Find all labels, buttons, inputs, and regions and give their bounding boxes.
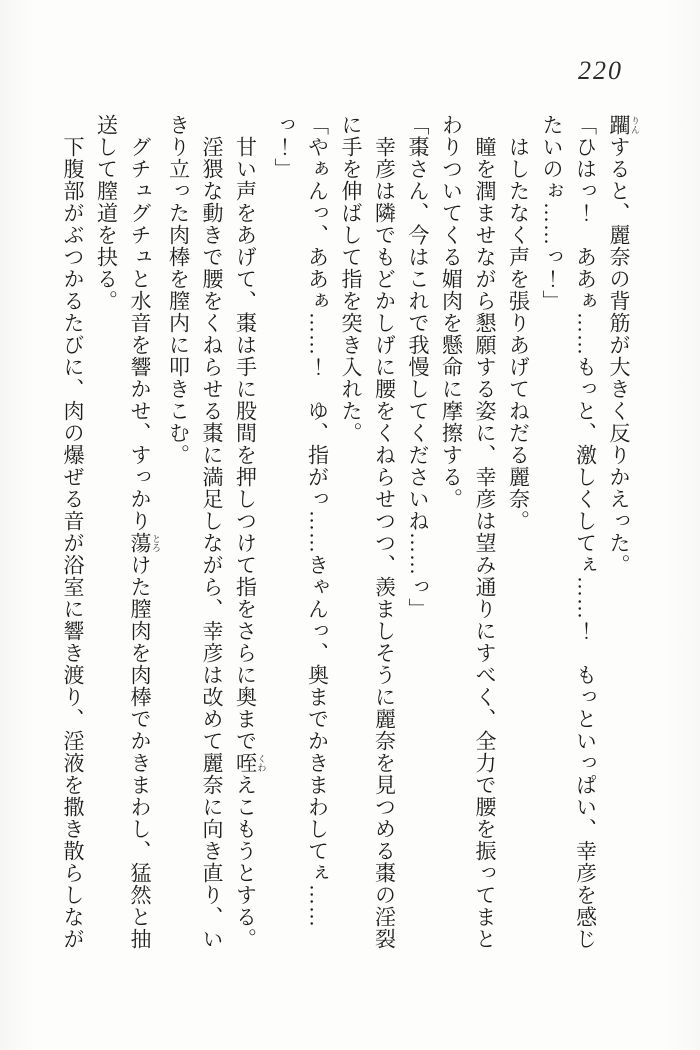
text-line: グチュグチュと水音を響かせ、すっかり蕩 とろけた膣肉を肉棒でかきまわし、猛然と抽	[128, 136, 161, 950]
text-line: 甘い声をあげて、棗は手に股間を押しつけて指をさらに奥まで咥 くわえこもうとする。	[233, 136, 267, 950]
text-line: 下腹部がぶつかるたびに、肉の爆ぜる音が浴室に響き渡り、淫液を撒き散らしなが	[61, 136, 85, 950]
text-line: はしたなく声を張りあげてねだる麗奈。	[506, 136, 531, 532]
text-line: 「棗さん、今はこれで我慢してくださいね……っ」	[406, 114, 430, 620]
text-line: わりついてくる媚肉を懸命に摩擦する。	[439, 114, 464, 510]
text-line: 淫猥な動きで腰をくねらせる棗に満足しながら、幸彦は改めて麗奈に向き直り、い	[200, 136, 224, 950]
text-line: に手を伸ばして指を突き入れた。	[339, 114, 363, 444]
text-line: 送して膣道を抉る。	[94, 114, 119, 312]
text-line: きり立った肉棒を膣内に叩きこむ。	[166, 114, 191, 466]
text-line: 瞳を潤ませながら懇願する姿に、幸彦は望み通りにすべく、全力で腰を振ってまと	[473, 136, 497, 950]
ruby-annotation: 咥 くわ	[233, 752, 267, 774]
text-line: 幸彦は隣でもどかしげに腰をくねらせつつ、羨ましそうに麗奈を見つめる棗の淫裂	[372, 136, 397, 950]
text-body	[61, 114, 640, 970]
ruby-annotation: 躙 りん	[607, 114, 640, 136]
ruby-annotation: 蕩 とろ	[128, 532, 161, 554]
page-number: 220	[578, 56, 623, 85]
text-line: 「ひはっ！ ああぁ……もっと、激しくしてぇ……！ もっといっぱい、幸彦を感じ	[573, 114, 598, 950]
text-line: っ！」	[272, 114, 296, 180]
text-line: たいのぉ……っ！」	[540, 114, 564, 312]
text-line: 躙 りんすると、麗奈の背筋が大きく反りかえった。	[607, 114, 640, 576]
text-line: 「やぁんっ、ああぁ……！ ゆ、指がっ……きゃんっ、奥までかきまわしてぇ……	[305, 114, 330, 928]
